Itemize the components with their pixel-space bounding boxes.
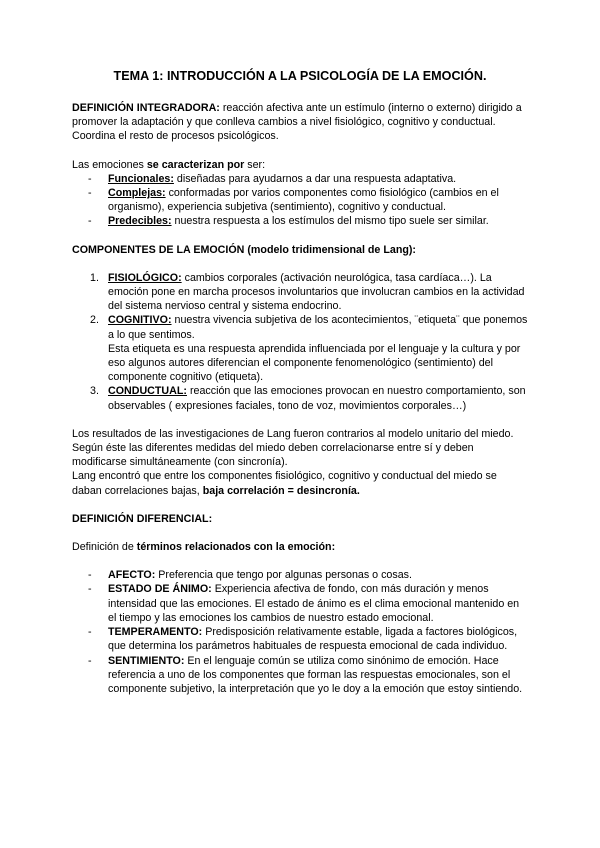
item-label: AFECTO: [108,569,156,582]
diferencial-intro-bold: términos relacionados con la emoción: [136,541,336,554]
item-text: Preferencia que tengo por algunas personas o cosas. [155,569,412,582]
diferencial-intro [72,540,528,554]
item-number: 3. [90,385,99,398]
diferencial-intro-pre: Definición de [72,541,137,554]
lang-paragraph-2 [72,469,528,497]
item-label: FISIOLÓGICO: [108,271,182,284]
item-text: nuestra vivencia subjetiva de los acontecimientos, ¨etiqueta¨ que ponemos a lo que sentimos. [108,314,528,341]
item-label: Complejas: [108,187,166,200]
caracteristicas-list [72,172,528,229]
item-number: 1. [90,271,99,284]
list-item: - TEMPERAMENTO: Predisposición relativamente estable, ligada a factores biológicos, que determina los parámetros habituales de respuesta emocional de cada individuo. [88,626,518,653]
integradora-text: reacción afectiva ante un estímulo (interno o externo) dirigido a promover la adaptación y que conlleva cambios a nivel fisiológico, cognitivo y conductual. Coordina el resto de procesos psicológicos. [72,102,522,143]
lang-bold: baja correlación = desincronía. [202,484,360,497]
diferencial-list [72,568,528,696]
list-item [72,313,528,384]
page-title: TEMA 1: INTRODUCCIÓN A LA PSICOLOGÍA DE LA EMOCIÓN. [113,69,487,83]
item-label: Funcionales: [108,172,174,185]
item-text: En el lenguaje común se utiliza como sinónimo de emoción. Hace referencia a uno de los componentes que forman las respuestas emocionales, son el componente subjetivo, la interpretación que yo le doy a la emoción que estoy sintiendo. [108,654,523,695]
componentes-heading: COMPONENTES DE LA EMOCIÓN (modelo tridimensional de Lang): [72,243,416,256]
item-extra-text: Esta etiqueta es una respuesta aprendida influenciada por el lenguaje y la cultura y por eso algunos autores diferencian el componente fenomenológico (sentimiento) del componente cognitivo (etiqueta). [108,342,521,384]
item-label: ESTADO DE ÁNIMO: [108,583,212,596]
item-number: 2. [90,314,99,327]
diferencial-heading: DEFINICIÓN DIFERENCIAL: [72,512,213,525]
item-text: nuestra respuesta a los estímulos del mismo tipo suele ser similar. [171,215,489,228]
list-item: - SENTIMIENTO: En el lenguaje común se utiliza como sinónimo de emoción. Hace referencia a uno de los componentes que forman las respuestas emocionales, son el componente subjetivo, la interpretación que yo le doy a la emoción que estoy sintiendo. [88,654,523,695]
caracteristicas-intro [72,158,528,172]
item-text: conformadas por varios componentes como fisiológico (cambios en el organismo), experiencia subjetiva (sentimiento), cognitivo y conductual. [108,187,499,214]
list-item: - ESTADO DE ÁNIMO: Experiencia afectiva de fondo, con más duración y menos intensidad que las emociones. El estado de ánimo es el clima emocional mantenido en el tiempo y las emociones los cambios de nuestro estado emocional. [88,583,520,624]
item-text: reacción que las emociones provocan en nuestro comportamiento, son observables ( expresiones faciales, tono de voz, movimientos corporales…) [108,385,526,412]
item-text: Predisposición relativamente estable, ligada a factores biológicos, que determina los parámetros habituales de respuesta emocional de cada individuo. [108,626,518,653]
item-text: Experiencia afectiva de fondo, con más duración y menos intensidad que las emociones. El estado de ánimo es el clima emocional mantenido en el tiempo y las emociones los cambios de nuestro estado emocional. [108,583,520,624]
list-item: - Funcionales: diseñadas para ayudarnos a dar una respuesta adaptativa. [88,172,457,185]
caracteristicas-intro-bold: se caracterizan por [146,158,245,171]
integradora-paragraph [72,101,528,144]
item-text: cambios corporales (activación neurológica, tasa cardíaca…). La emoción pone en marcha procesos involuntarios que involucran cambios en la actividad del sistema nervioso central y sistema endocrino. [108,271,525,313]
componentes-list [72,271,528,413]
item-label: TEMPERAMENTO: [108,626,203,639]
item-label: SENTIMIENTO: [108,654,185,667]
item-label: Predecibles: [108,215,172,228]
caracteristicas-intro-post: ser: [244,158,266,171]
list-item [72,271,528,314]
item-label: COGNITIVO: [108,314,172,327]
item-text: diseñadas para ayudarnos a dar una respuesta adaptativa. [173,172,457,185]
list-item: - Complejas: conformadas por varios componentes como fisiológico (cambios en el organismo), experiencia subjetiva (sentimiento), cognitivo y conductual. [88,187,499,214]
integradora-label: DEFINICIÓN INTEGRADORA: [72,102,220,114]
list-item: - Predecibles: nuestra respuesta a los estímulos del mismo tipo suele ser similar. [88,215,489,228]
lang-text: Lang encontró que entre los componentes fisiológico, cognitivo y conductual del miedo se daban correlaciones bajas, [72,470,497,497]
caracteristicas-intro-pre: Las emociones [72,158,147,171]
list-item: - AFECTO: Preferencia que tengo por algunas personas o cosas. [88,569,412,582]
lang-paragraph-1: Los resultados de las investigaciones de Lang fueron contrarios al modelo unitario del miedo. Según éste las diferentes medidas del miedo deben correlacionarse entre sí y deben modificarse simultáneamente (con sincronía). [72,427,514,469]
item-label: CONDUCTUAL: [108,385,187,398]
list-item [72,384,528,412]
